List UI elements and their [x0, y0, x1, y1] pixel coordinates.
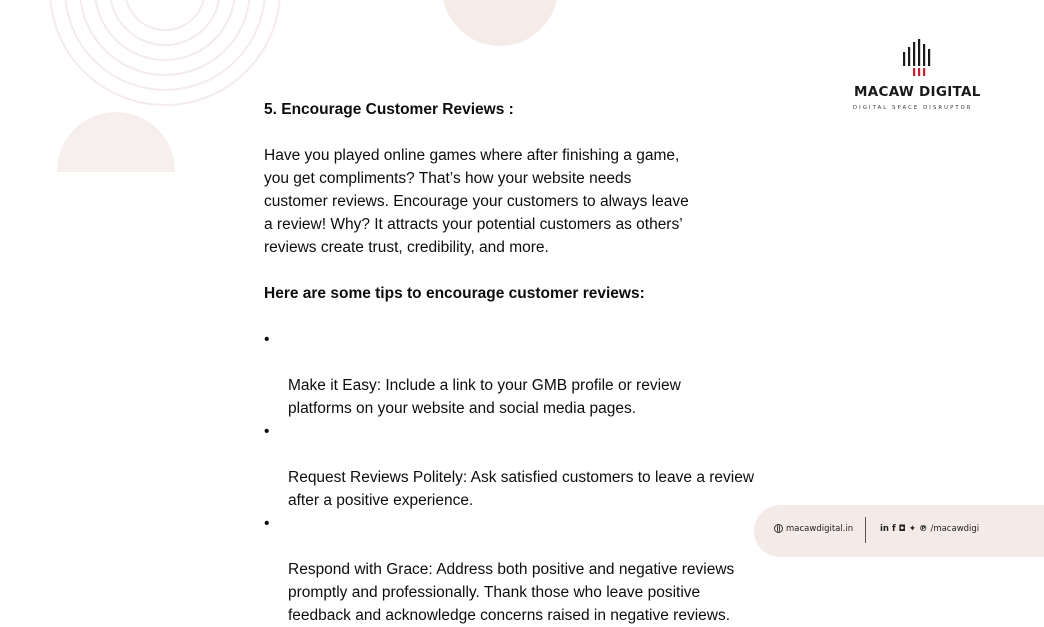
intro-paragraph: Have you played online games where after finishing a game, you get compliments? That’s how your website needs customer reviews. Encourage your customers to always leave a review! Why? It attracts your potential customers as others’ reviews create trust, credibility, and more.	[264, 147, 689, 256]
pinterest-icon[interactable]: ℗	[918, 524, 928, 534]
bullet-icon: •	[264, 515, 270, 532]
list-item-text: Request Reviews Politely: Ask satisfied customers to leave a review after a positive experience.	[288, 469, 755, 509]
bullet-icon: •	[264, 331, 270, 348]
section-heading: 5. Encourage Customer Reviews :	[264, 101, 514, 118]
linkedin-icon[interactable]: in	[880, 524, 889, 534]
tips-heading: Here are some tips to encourage customer reviews:	[264, 285, 645, 302]
twitter-icon[interactable]: ✦	[908, 524, 916, 534]
bullet-icon: •	[264, 423, 270, 440]
website-link[interactable]	[774, 524, 853, 534]
social-handle[interactable]: /macawdigi	[930, 524, 980, 534]
footer-contact-bar	[754, 505, 1044, 557]
list-item	[264, 328, 824, 420]
instagram-icon[interactable]: ◘	[898, 524, 906, 534]
logo-bars-icon	[901, 38, 937, 78]
social-links	[880, 524, 979, 534]
logo-tagline: DIGITAL SPACE DISRUPTOR	[853, 105, 973, 111]
footer-divider	[865, 517, 866, 543]
slide-content	[264, 98, 824, 627]
decorative-semicircle	[57, 112, 175, 172]
list-item	[264, 512, 824, 627]
decorative-circle	[442, 0, 558, 46]
globe-icon	[774, 524, 783, 533]
list-item-text: Make it Easy: Include a link to your GMB profile or review platforms on your website and social media pages.	[288, 377, 681, 417]
facebook-icon[interactable]: f	[891, 524, 896, 534]
macaw-digital-logo	[848, 38, 998, 118]
list-item-text: Respond with Grace: Address both positive and negative reviews promptly and professionally. Thank those who leave positive feedback and acknowledge concerns raised in negative reviews.	[288, 561, 735, 624]
list-item	[264, 420, 824, 512]
tips-list	[264, 328, 824, 627]
logo-title: MACAW DIGITAL	[854, 84, 981, 100]
website-text: macawdigital.in	[786, 524, 854, 534]
